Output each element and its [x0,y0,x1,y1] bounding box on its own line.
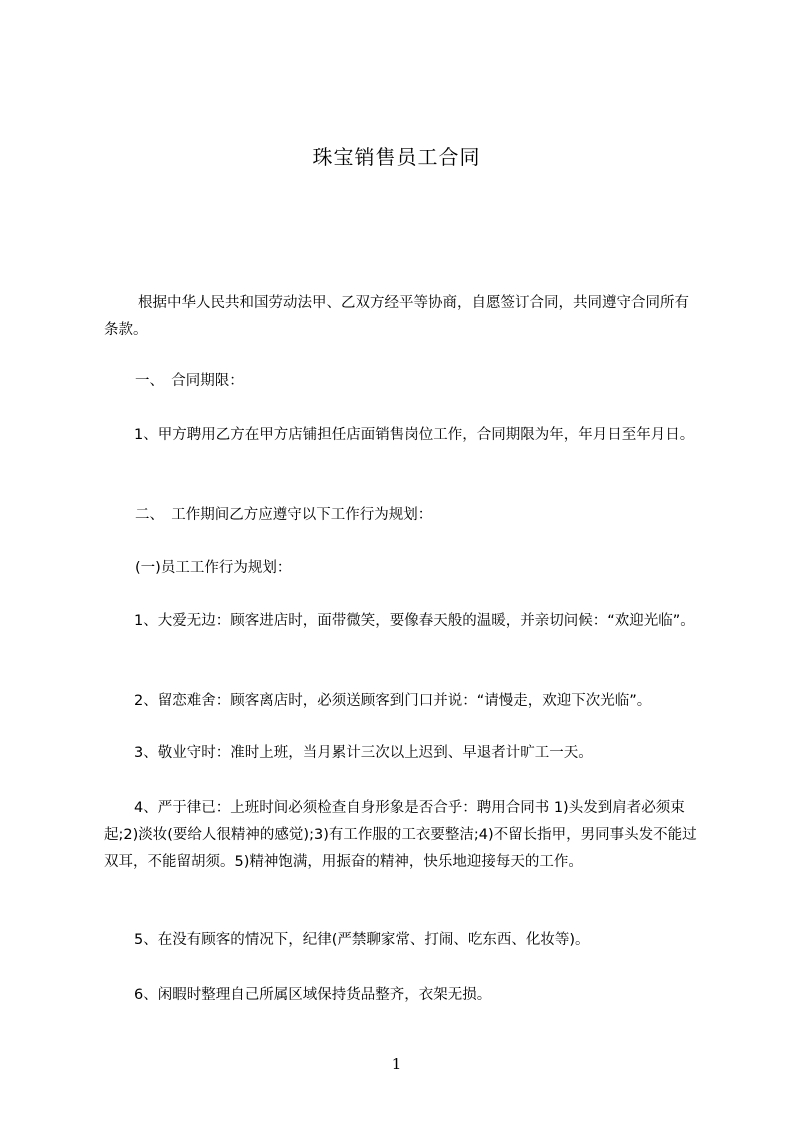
section-heading-term: 一、 合同期限： [135,373,244,389]
rule-2-farewell: 2、留恋难舍：顾客离店时，必须送顾客到门口并说：“请慢走，欢迎下次光临”。 [134,693,652,709]
rule-6-tidiness: 6、闲暇时整理自己所属区域保持货品整齐，衣架无损。 [134,987,492,1003]
clause-term-1: 1、甲方聘用乙方在甲方店铺担任店面销售岗位工作，合同期限为年，年月日至年月日。 [134,427,695,443]
subsection-heading-staff-conduct: (一)员工工作行为规划： [135,560,292,576]
document-title: 珠宝销售员工合同 [312,145,481,169]
page-number: 1 [391,1055,402,1073]
rule-4-appearance: 4、严于律已：上班时间必须检查自身形象是否合乎：聘用合同书 1)头发到肩者必须束起;2)淡妆(要给人很精神的感觉);3)有工作服的工衣要整洁;4)不留长指甲，男同事头发不能过双耳，不能留胡须。5)精神饱满，用振奋的精神，快乐地迎接每天的工作。 [104,800,697,870]
rule-1-greeting: 1、大爱无边：顾客进店时，面带微笑，要像春天般的温暖，并亲切问候：“欢迎光临”。 [134,613,695,629]
section-heading-conduct: 二、 工作期间乙方应遵守以下工作行为规划： [135,507,433,523]
rule-3-punctuality: 3、敬业守时：准时上班，当月累计三次以上迟到、早退者计旷工一天。 [134,745,593,761]
rule-5-discipline: 5、在没有顾客的情况下，纪律(严禁聊家常、打闹、吃东西、化妆等)。 [134,932,590,948]
intro-paragraph: 根据中华人民共和国劳动法甲、乙双方经平等协商，自愿签订合同，共同遵守合同所有条款。 [104,295,689,338]
